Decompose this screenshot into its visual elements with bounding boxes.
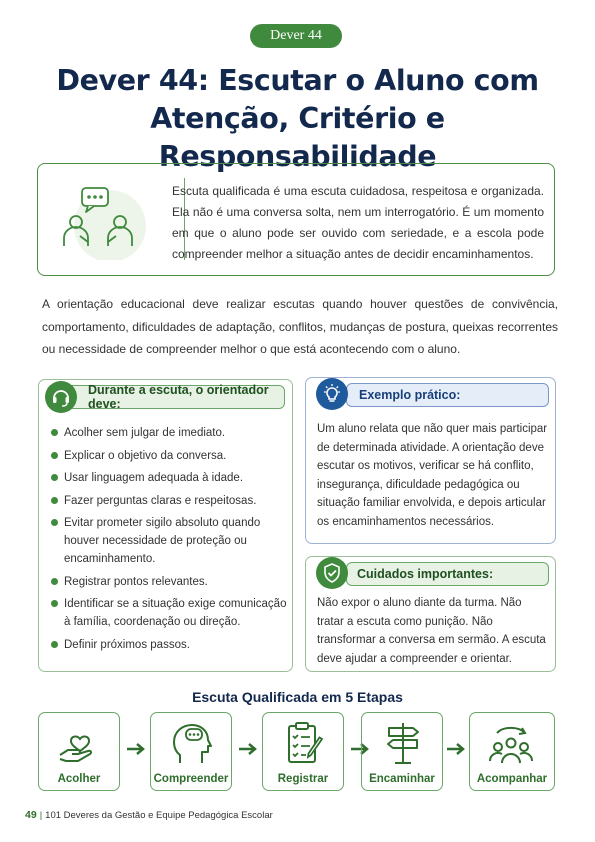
cuidados-importantes-heading: Cuidados importantes: [357,567,494,581]
intro-text: Escuta qualificada é uma escuta cuidadosa, respeitosa e organizada. Ela não é uma conversa solta, nem um interrogatório. É um momento em que o aluno pode ser ouvido com seriedade, e a escola pode compreender melhor a situação antes de decidir encaminhamentos. [172,184,544,261]
title-line-1: Dever 44: Escutar o Aluno com [56,64,539,97]
intro-box [37,163,555,276]
page-number: 49 [25,809,37,821]
list-item: Definir próximos passos. [51,636,289,654]
step-encaminhar [361,712,443,791]
chapter-badge: Dever 44 [250,24,342,48]
durante-escuta-heading: Durante a escuta, o orientador deve: [88,383,269,411]
exemplo-pratico-heading: Exemplo prático: [359,388,461,402]
durante-escuta-card [38,379,293,672]
list-item: Identificar se a situação exige comunicação à família, coordenação ou direção. [51,595,289,631]
arrow-right-icon [124,741,148,757]
book-title: 101 Deveres da Gestão e Equipe Pedagógica Escolar [45,810,273,821]
clipboard-pen-icon [280,719,328,767]
exemplo-pratico-text: Um aluno relata que não quer mais participar de determinada atividade. A orientação deve escutar os motivos, verificar se há conflito, insegurança, dificuldade pedagógica ou situação familiar envolvida, e depois articular os encaminhamentos necessários. [317,423,548,528]
list-item: Evitar prometer sigilo absoluto quando houver necessidade de proteção ou encaminhamento. [51,514,289,568]
list-item: Usar linguagem adequada à idade. [51,469,289,487]
footer-divider: | [39,810,43,821]
cuidados-importantes-text: Não expor o aluno diante da turma. Não tratar a escuta como punição. Não transformar a conversa em sermão. A escuta deve ajudar a compreender e orientar. [317,597,546,665]
lightbulb-icon [316,378,348,410]
main-paragraph: A orientação educacional deve realizar escutas quando houver questões de convivência, comportamento, dificuldades de adaptação, conflitos, mudanças de postura, queixas recorrentes ou necessidade de compreender melhor o que está acontecendo com o aluno. [42,297,558,356]
durante-escuta-header [47,385,285,409]
cuidados-importantes-header [346,562,549,586]
step-label: Registrar [277,773,329,785]
list-item: Fazer perguntas claras e respeitosas. [51,492,289,510]
arrow-right-icon [444,741,468,757]
list-item: Registrar pontos relevantes. [51,573,289,591]
durante-escuta-list [51,424,289,658]
signpost-icon [379,719,427,767]
head-thought-icon [168,719,216,767]
step-label: Encaminhar [369,773,435,785]
arrow-right-icon [236,741,260,757]
step-label: Acompanhar [476,773,548,785]
cuidados-importantes-card [305,556,556,672]
step-registrar [262,712,344,791]
step-label: Compreender [153,773,229,785]
step-acolher [38,712,120,791]
page-title [30,62,565,176]
exemplo-pratico-card [305,377,556,544]
conversation-icon [52,178,170,260]
shield-check-icon [316,557,348,589]
headset-icon [45,381,77,413]
group-cycle-icon [487,719,535,767]
etapas-title: Escuta Qualificada em 5 Etapas [192,689,403,705]
step-compreender [150,712,232,791]
heart-hand-icon [56,719,104,767]
page-footer [25,809,273,821]
exemplo-pratico-header [346,383,549,407]
list-item: Acolher sem julgar de imediato. [51,424,289,442]
step-label: Acolher [57,773,101,785]
title-line-2: Atenção, Critério e Responsabilidade [150,102,445,173]
list-item: Explicar o objetivo da conversa. [51,447,289,465]
step-acompanhar [469,712,555,791]
